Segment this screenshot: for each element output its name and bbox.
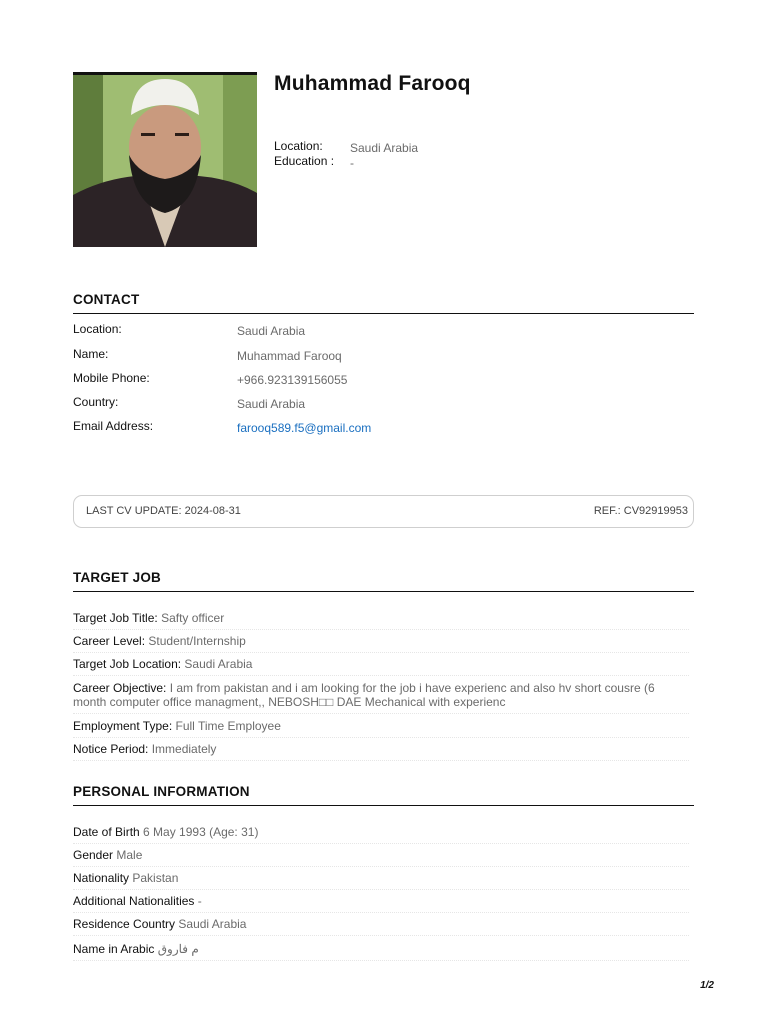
- contact-section-title: CONTACT: [73, 292, 694, 314]
- row-label: Target Job Location:: [73, 657, 182, 671]
- cv-update-bar: [73, 495, 694, 528]
- row-label: Target Job Title:: [73, 611, 158, 625]
- header-location-value: Saudi Arabia: [350, 141, 419, 155]
- row-label: Nationality: [73, 871, 130, 885]
- personal-info-section-title: PERSONAL INFORMATION: [73, 784, 694, 806]
- row-value: Male: [116, 848, 143, 862]
- contact-value: Saudi Arabia: [237, 397, 306, 411]
- header-education-label: Education :: [274, 154, 335, 168]
- cv-reference: REF.: CV92919953: [593, 505, 688, 517]
- target-job-row: [73, 742, 689, 761]
- personal-row: [73, 825, 689, 844]
- last-cv-update: LAST CV UPDATE: 2024-08-31: [86, 505, 241, 517]
- row-label: Name in Arabic: [73, 942, 155, 956]
- row-value: 6 May 1993 (Age: 31): [143, 825, 259, 839]
- contact-value: Saudi Arabia: [237, 324, 306, 338]
- row-label: Date of Birth: [73, 825, 140, 839]
- row-value: I am from pakistan and i am looking for the job i have experienc and also hv short cousre (6 month computer office managment,, NEBOSH□□ DAE Mechanical with experienc: [73, 681, 655, 709]
- row-label: Notice Period:: [73, 742, 149, 756]
- row-label: Career Level:: [73, 634, 146, 648]
- row-value: Saudi Arabia: [178, 917, 247, 931]
- row-value: Saudi Arabia: [184, 657, 253, 671]
- personal-row: [73, 848, 689, 867]
- header-location-label: Location:: [274, 139, 323, 153]
- target-job-row: [73, 611, 689, 630]
- candidate-name: Muhammad Farooq: [274, 72, 471, 95]
- personal-row: [73, 871, 689, 890]
- row-value: Safty officer: [161, 611, 225, 625]
- target-job-section-title: TARGET JOB: [73, 570, 694, 592]
- contact-label: Mobile Phone:: [73, 371, 150, 385]
- row-value: م فاروق: [157, 942, 199, 956]
- row-value: -: [197, 894, 202, 908]
- header-education: [274, 154, 354, 168]
- row-value: Pakistan: [132, 871, 179, 885]
- page-number: 1/2: [700, 980, 714, 991]
- personal-row: [73, 894, 689, 913]
- row-label: Additional Nationalities: [73, 894, 195, 908]
- contact-value: Muhammad Farooq: [237, 349, 342, 363]
- target-job-row: [73, 719, 689, 738]
- row-label: Residence Country: [73, 917, 176, 931]
- contact-label: Name:: [73, 347, 109, 361]
- personal-row: [73, 917, 689, 936]
- row-label: Gender: [73, 848, 114, 862]
- profile-photo: [73, 72, 257, 247]
- contact-value: +966.923139156055: [237, 373, 348, 387]
- header-education-value: -: [350, 156, 354, 170]
- target-job-row: [73, 634, 689, 653]
- email-link[interactable]: farooq589.f5@gmail.com: [237, 421, 372, 435]
- row-value: Full Time Employee: [175, 719, 281, 733]
- contact-label: Country:: [73, 395, 119, 409]
- target-job-row: [73, 681, 689, 714]
- contact-label: Location:: [73, 322, 122, 336]
- target-job-row: [73, 657, 689, 676]
- row-label: Career Objective:: [73, 681, 167, 695]
- header-location: [274, 139, 418, 153]
- row-value: Immediately: [151, 742, 217, 756]
- row-label: Employment Type:: [73, 719, 173, 733]
- personal-row: [73, 942, 689, 961]
- contact-label: Email Address:: [73, 419, 154, 433]
- row-value: Student/Internship: [148, 634, 246, 648]
